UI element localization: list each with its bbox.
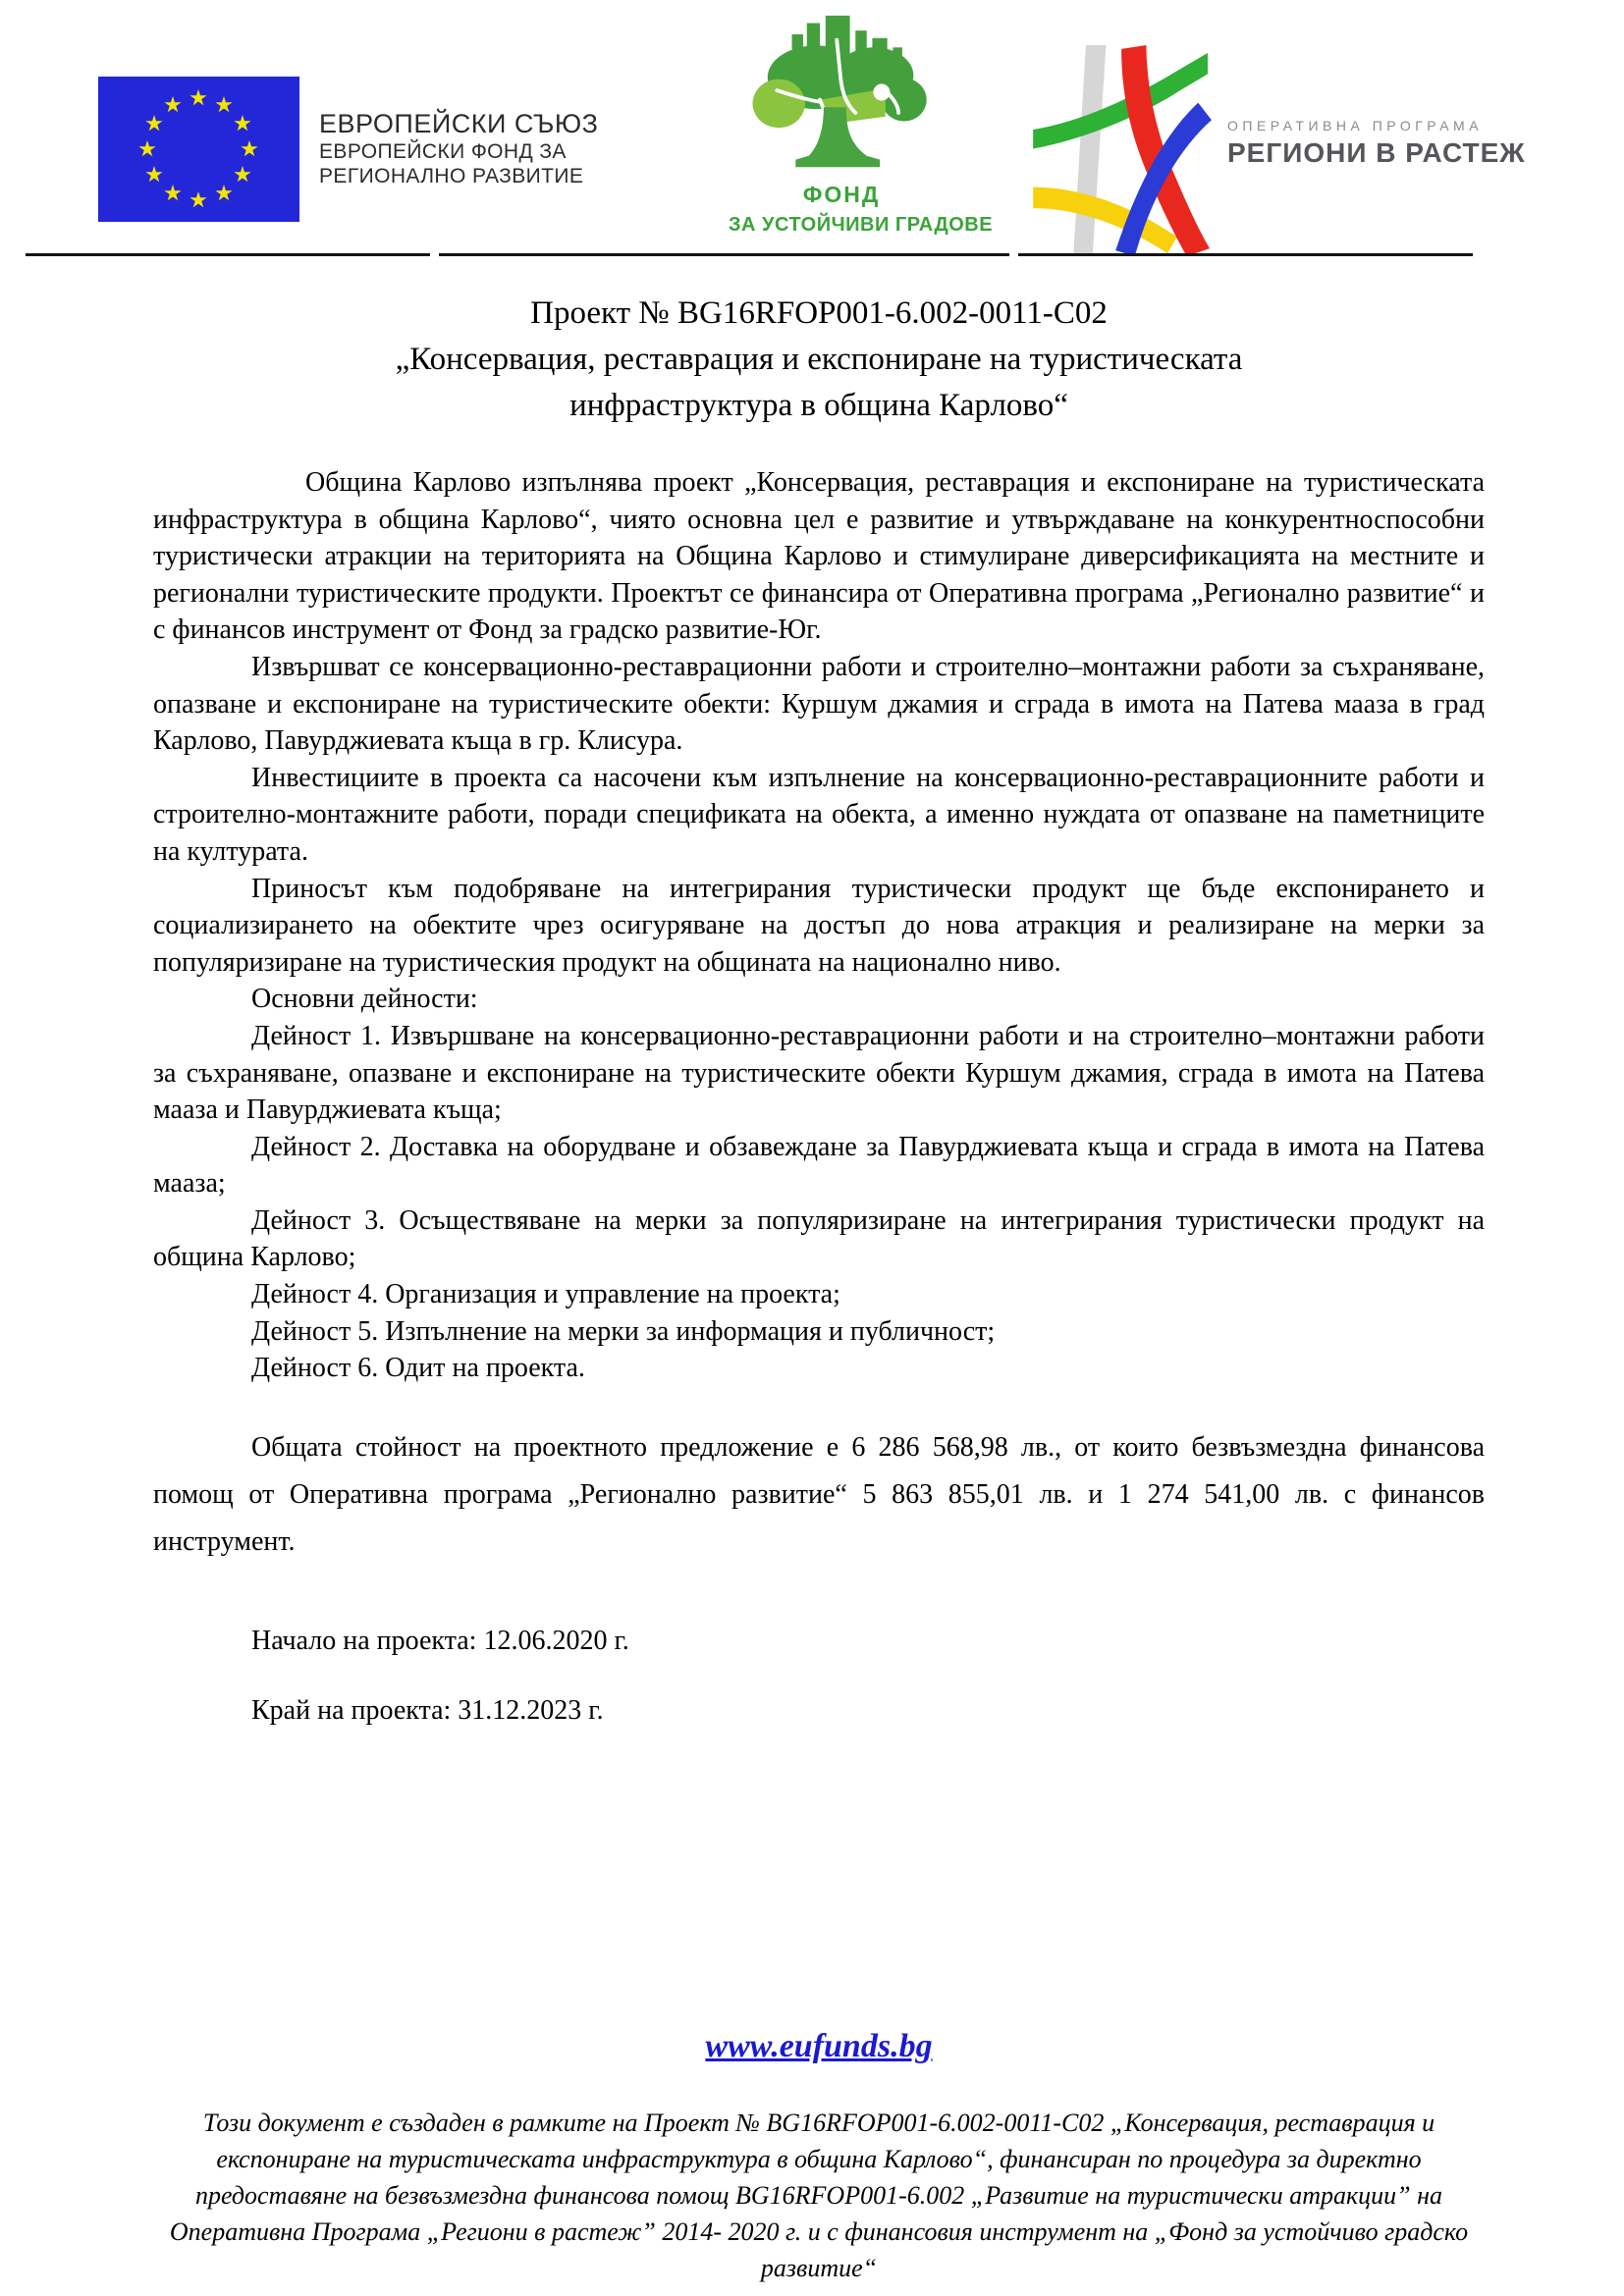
- document-body: [153, 291, 1485, 1730]
- opr-logo-line2: РЕГИОНИ В РАСТЕЖ: [1227, 137, 1526, 168]
- page-footer: [153, 2028, 1485, 2286]
- project-end-date: Край на проекта: 31.12.2023 г.: [251, 1695, 604, 1727]
- fund-logo-line1: ФОНД: [802, 182, 881, 207]
- paragraph-contribution: Приносът към подобряване на интегрирания туристически продукт ще бъде експонирането и социализирането на обектите чрез осигуряване на достъп до нова атракция и реализиране на мерки за популяризиране на туристическия продукт на общината на национално ниво.: [153, 873, 1485, 978]
- eu-flag-icon: [98, 77, 299, 222]
- header-rule-segment: [1018, 253, 1473, 256]
- fund-tree-icon: [743, 14, 940, 171]
- paragraph-budget: Общата стойност на проектното предложение е 6 286 568,98 лв., от които безвъзмездна финансова помощ от Оперативна програма „Регионално развитие“ 5 863 855,01 лв. и 1 274 541,00 лв. с финансов инструмент.: [153, 1431, 1485, 1557]
- paragraph-activity-2: Дейност 2. Доставка на оборудване и обзавеждане за Павурджиевата къща и сграда в имота на Патева мааза;: [153, 1131, 1485, 1200]
- paragraph-activity-3: Дейност 3. Осъществяване на мерки за популяризиране на интегрирания туристически продукт на община Карлово;: [153, 1204, 1485, 1273]
- paragraph-activities-heading: Основни дейности:: [251, 984, 478, 1015]
- opr-logo-text: [1227, 118, 1526, 256]
- fund-logo: [729, 14, 994, 237]
- title-line2: „Консервация, реставрация и експониране на туристическата: [395, 342, 1243, 377]
- eufunds-link[interactable]: www.eufunds.bg: [705, 2028, 933, 2064]
- opr-logo-line1: ОПЕРАТИВНА ПРОГРАМА: [1227, 118, 1484, 133]
- paragraph-activity-6: Дейност 6. Одит на проекта.: [251, 1353, 585, 1384]
- eu-logo-line2: ЕВРОПЕЙСКИ ФОНД ЗА: [319, 140, 567, 164]
- project-start-date: Начало на проекта: 12.06.2020 г.: [251, 1625, 629, 1656]
- paragraph-investments: Инвестициите в проекта са насочени към изпълнение на консервационно-реставрационните работи и строително-монтажните работи, поради спецификата на обекта, а именно нуждата от опазване на паметниците на културата.: [153, 762, 1485, 867]
- opr-ribbon-icon: [1033, 45, 1216, 256]
- eu-logo: [98, 77, 598, 222]
- eu-logo-text: [319, 109, 598, 188]
- paragraph-activity-5: Дейност 5. Изпълнение на мерки за информация и публичност;: [251, 1315, 996, 1347]
- footer-disclaimer: Този документ е създаден в рамките на Проект № BG16RFOP001-6.002-0011-C02 „Консервация, реставрация и експониране на туристическата инфраструктура в община Карлово“, финансиран по процедура за директно предоставяне на безвъзмездна финансова помощ BG16RFOP001-6.002 „Развитие на туристически атракции” на Оперативна Програма „Региони в растеж” 2014- 2020 г. и с финансовия инструмент на „Фонд за устойчиво градско развитие“: [169, 2109, 1469, 2282]
- title-line1: Проект № BG16RFOP001-6.002-0011-C02: [530, 295, 1108, 331]
- eu-logo-line1: ЕВРОПЕЙСКИ СЪЮЗ: [319, 109, 599, 139]
- paragraph-works: Извършват се консервационно-реставрационни работи и строително–монтажни работи за съхраняване, опазване и експониране на туристическите обекти: Куршум джамия и сграда в имота на Патева мааза в град Карлово, Павурджиевата къща в гр. Клисура.: [153, 651, 1485, 757]
- title-line3: инфраструктура в община Карлово“: [569, 388, 1068, 423]
- opr-logo: [1033, 45, 1526, 256]
- page-title: [153, 291, 1485, 429]
- logo-header: [0, 0, 1624, 257]
- paragraph-activity-4: Дейност 4. Организация и управление на проекта;: [251, 1279, 840, 1310]
- header-rule-segment: [439, 253, 1009, 256]
- eu-logo-line3: РЕГИОНАЛНО РАЗВИТИЕ: [319, 164, 584, 187]
- paragraph-intro: Община Карлово изпълнява проект „Консервация, реставрация и експониране на туристическата инфраструктура в община Карлово“, чиято основна цел е развитие и утвърждаване на конкурентноспособни туристически атракции на територията на Община Карлово и стимулиране диверсификацията на местните и регионални туристическите продукти. Проектът се финансира от Оперативна програма „Регионално развитие“ и с финансов инструмент от Фонд за градско развитие-Юг.: [153, 467, 1485, 646]
- header-rule-segment: [26, 253, 430, 256]
- fund-logo-line2: ЗА УСТОЙЧИВИ ГРАДОВЕ: [729, 214, 994, 236]
- paragraph-activity-1: Дейност 1. Извършване на консервационно-реставрационни работи и на строително–монтажни работи за съхраняване, опазване и експониране на туристическите обекти Куршум джамия, сграда в имота на Патева мааза и Павурджиевата къща;: [153, 1020, 1485, 1126]
